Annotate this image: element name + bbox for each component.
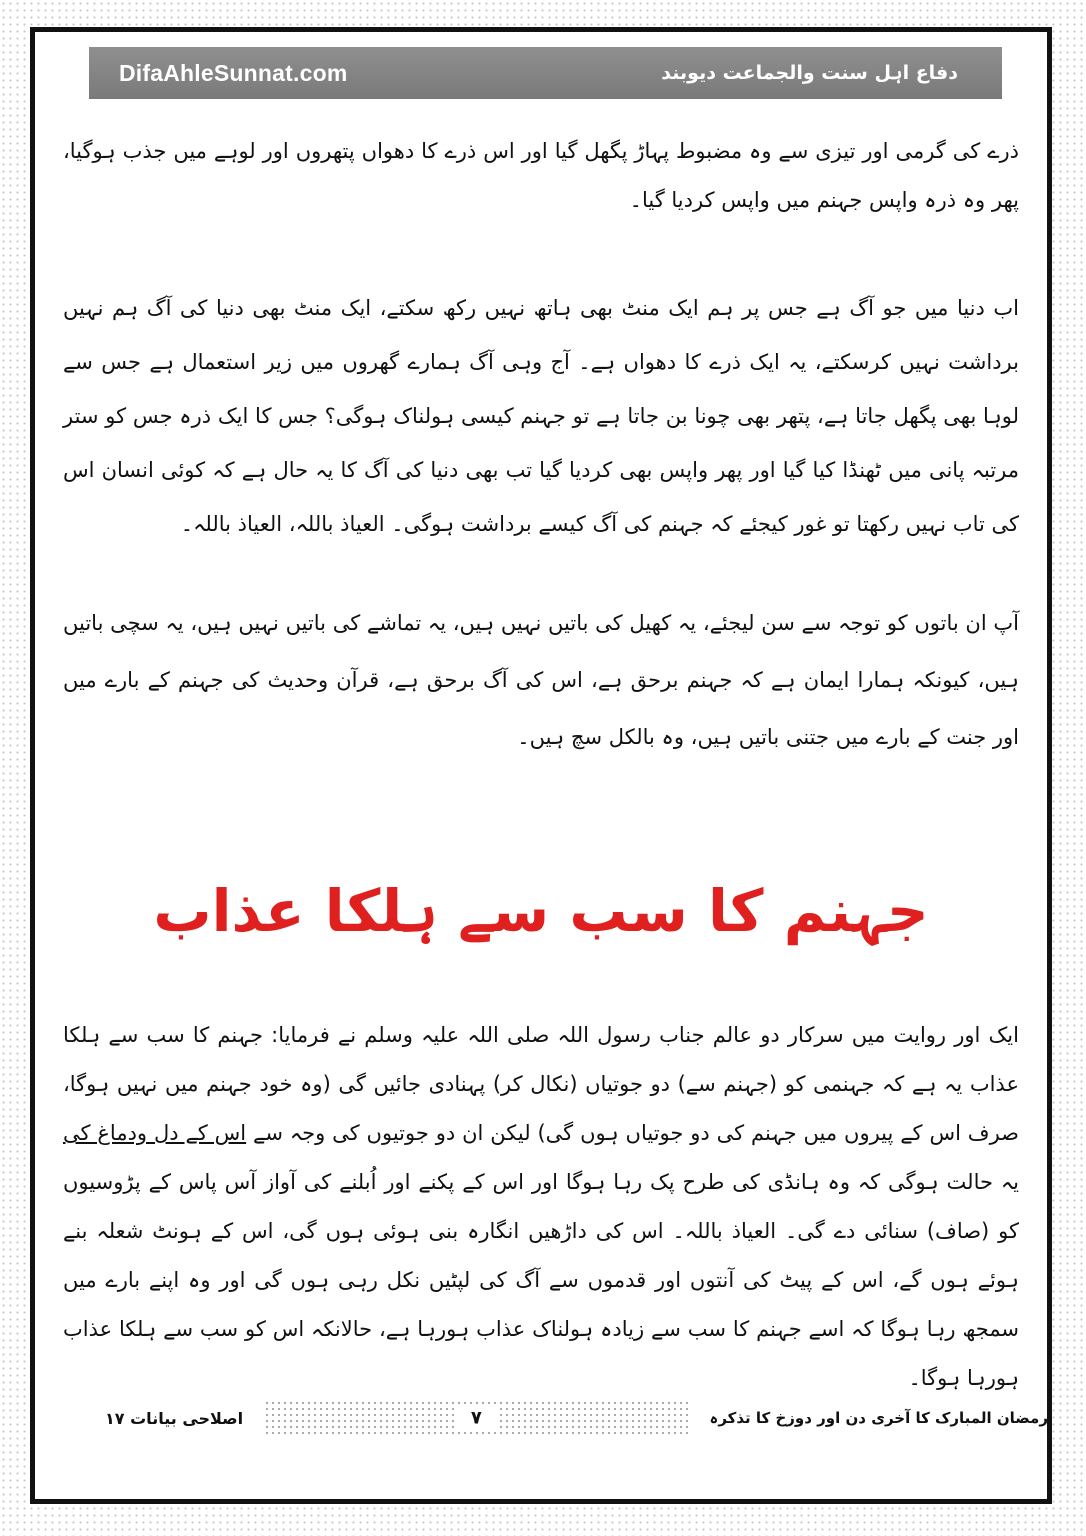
paragraph-2: اب دنیا میں جو آگ ہے جس پر ہم ایک منٹ بھی ہاتھ نہیں رکھ سکتے، ایک منٹ بھی دنیا کی آگ ہم نہیں برداشت نہیں کرسکتے، یہ ایک ذرے کا دھواں ہے۔ آج وہی آگ ہمارے گھروں میں زیر استعمال ہے جس سے لوہا بھی پگھل جاتا ہے، پتھر بھی چونا بن جاتا ہے تو جہنم کیسی ہولناک ہوگی؟ جس کا ایک ذرہ جس کو ستر مرتبہ پانی میں ٹھنڈا کیا گیا اور پھر واپس بھی کردیا گیا تب بھی دنیا کی آگ کا یہ حال ہے کہ کوئی انسان اس کی تاب نہیں رکھتا تو غور کیجئے کہ جہنم کی آگ کیسے برداشت ہوگی۔ العیاذ باللہ، العیاذ باللہ۔	[63, 296, 1019, 536]
paragraph-4-end: یہ حالت ہوگی کہ وہ ہانڈی کی طرح پک رہا ہوگا اور اس کے پکنے اور اُبلنے کی آواز آس پاس کے پڑوسیوں کو (صاف) سنائی دے گی۔ العیاذ باللہ۔ اس کی داڑھیں انگارہ بنی ہوئی ہوں گی، اس کے ہونٹ شعلہ بنے ہوئے ہوں گے، اس کے پیٹ کی آنتوں اور قدموں سے آگ کی لپٹیں نکل رہی ہوں گی اور وہ اپنے بارے میں سمجھ رہا ہوگا کہ اسے جہنم کا سب سے زیادہ ہولناک عذاب ہورہا ہے، حالانکہ اس کو سب سے ہلکا عذاب ہورہا ہوگا۔	[63, 1170, 1020, 1390]
section-heading: جہنم کا سب سے ہلکا عذاب	[153, 877, 929, 945]
header-bar	[89, 47, 1002, 99]
page-footer	[85, 1398, 1048, 1438]
site-name[interactable]: DifaAhleSunnat.com	[119, 59, 348, 86]
paragraph-4-start: ایک اور روایت میں سرکار دو عالم جناب رسول اللہ صلی اللہ علیہ وسلم نے فرمایا: جہنم کا سب سے ہلکا عذاب یہ ہے کہ جہنمی کو (جہنم سے) دو جوتیاں (نکال کر) پہنادی جائیں گی (وہ خود جہنم میں نہیں ہوگا، صرف اس کے پیروں میں جہنم کی دو جوتیاں ہوں گی) لیکن ان دو جوتیوں کی وجہ سے	[63, 1023, 1019, 1145]
paragraph-1: ذرے کی گرمی اور تیزی سے وہ مضبوط پہاڑ پگھل گیا اور اس ذرے کا دھواں پتھروں اور لوہے میں جذب ہوگیا، پھر وہ ذرہ واپس جہنم میں واپس کردیا گیا۔	[63, 139, 1019, 212]
page-number: ۷	[455, 1408, 498, 1429]
chapter-title: رمضان المبارک کا آخری دن اور دوزخ کا تذکرہ	[709, 1409, 1048, 1427]
underlined-phrase: اس کے دل ودماغ کی	[63, 1121, 247, 1145]
book-title: اصلاحی بیانات ۱۷	[105, 1408, 244, 1428]
header-title: دفاع اہل سنت والجماعت دیوبند	[661, 62, 958, 84]
paragraph-3: آپ ان باتوں کو توجہ سے سن لیجئے، یہ کھیل کی باتیں نہیں ہیں، یہ تماشے کی باتیں نہیں ہیں، یہ سچی باتیں ہیں، کیونکہ ہمارا ایمان ہے کہ جہنم برحق ہے، اس کی آگ برحق ہے، قرآن وحدیث کی جہنم کے بارے میں اور جنت کے بارے میں جتنی باتیں ہیں، وہ بالکل سچ ہیں۔	[63, 611, 1019, 749]
page-number-box	[264, 1400, 689, 1436]
paragraph-4	[63, 1011, 1019, 1403]
page-frame	[30, 27, 1052, 1504]
page-content	[63, 127, 1019, 1403]
